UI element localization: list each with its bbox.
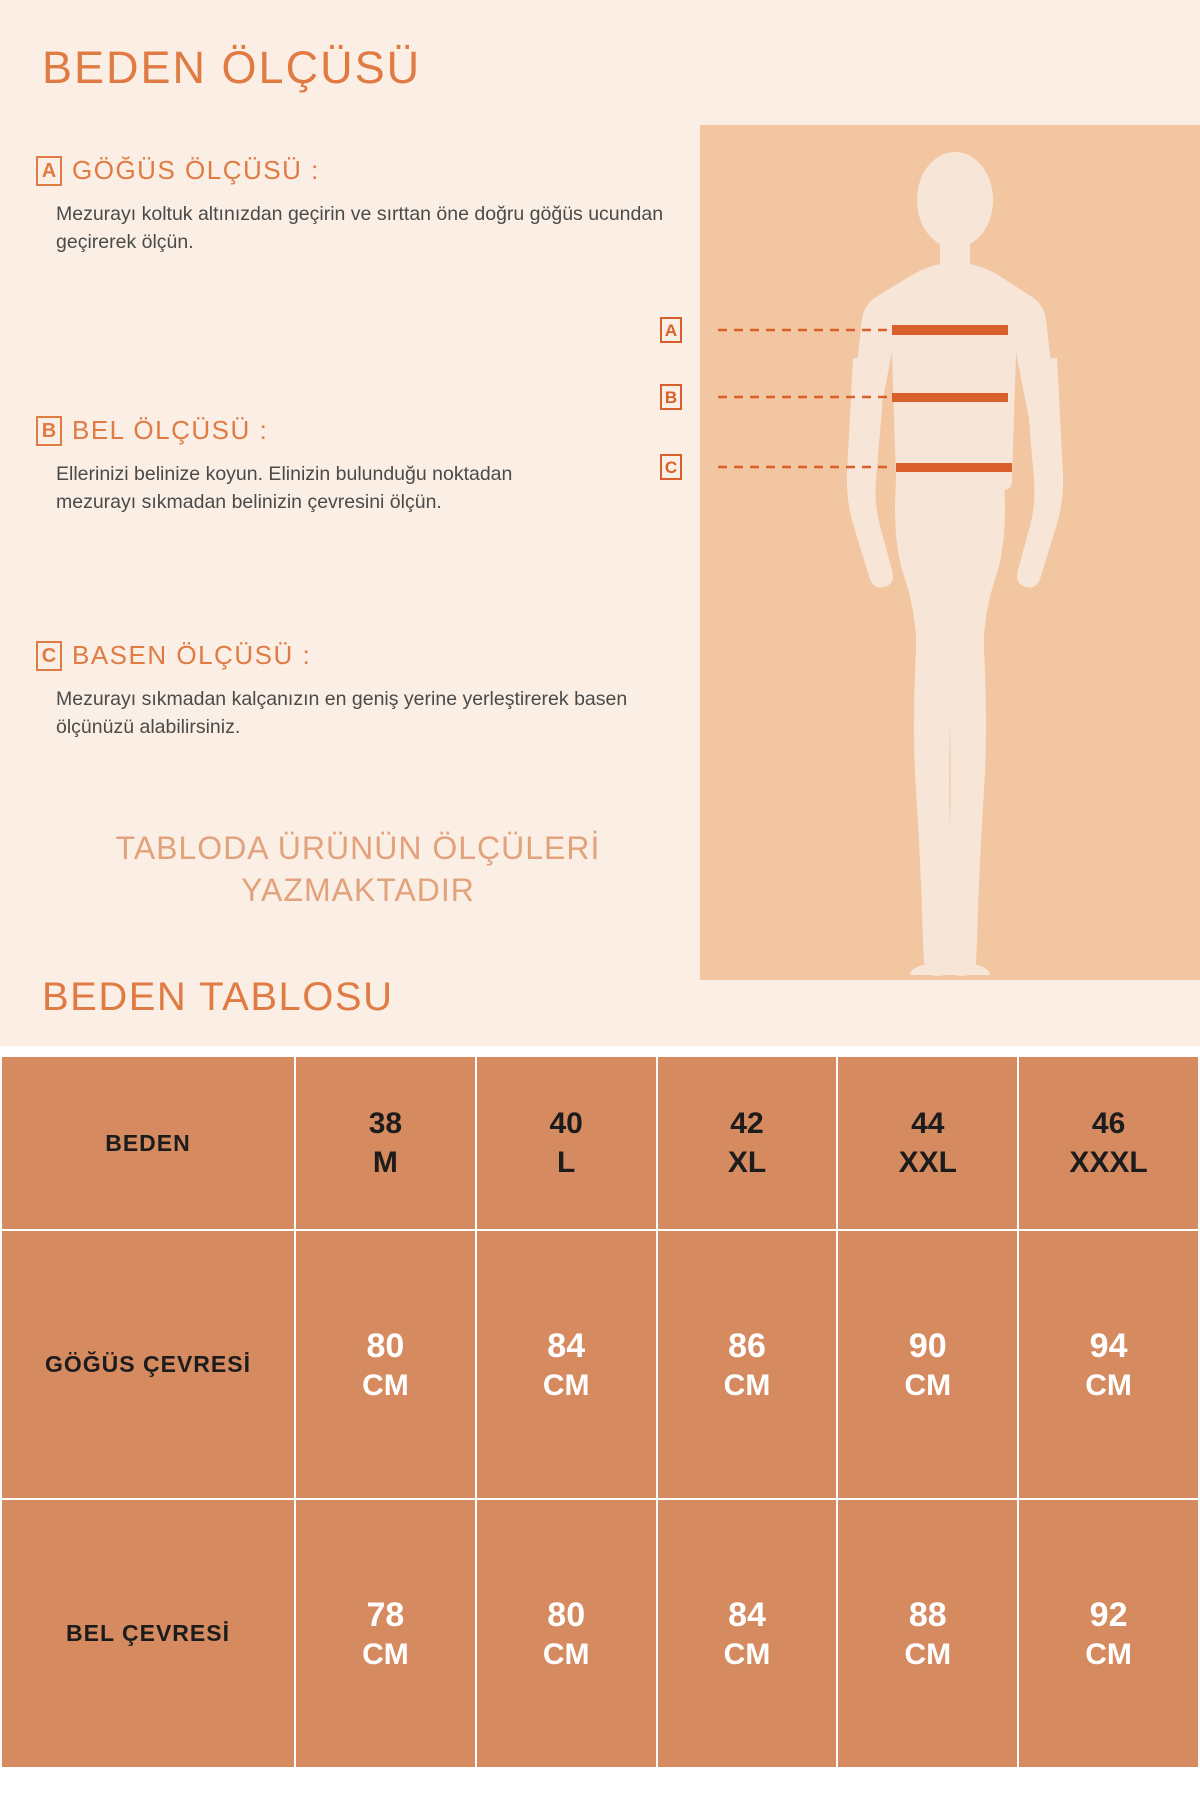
cell-unit: CM (723, 1369, 771, 1402)
page-title: BEDEN ÖLÇÜSÜ (42, 42, 422, 93)
cell-value: 80 (366, 1326, 405, 1365)
table-row (1, 1499, 1199, 1768)
cell-value: 84 (547, 1326, 586, 1365)
cell-gogus-44 (837, 1230, 1018, 1499)
size-letter: XXXL (1069, 1146, 1148, 1179)
section-body-basen: Mezurayı sıkmadan kalçanızın en geniş yerine yerleştirerek basen ölçünüzü alabilirsiniz. (56, 688, 628, 739)
size-number: 38 (368, 1107, 403, 1140)
section-title-basen: BASEN ÖLÇÜSÜ : (72, 640, 312, 670)
cell-unit: CM (1085, 1369, 1132, 1402)
size-letter: L (557, 1146, 576, 1179)
section-bel (36, 415, 676, 517)
cell-unit: CM (904, 1638, 952, 1671)
table-header-size-4 (1018, 1056, 1199, 1230)
cell-value: 90 (908, 1326, 947, 1365)
table-title: BEDEN TABLOSU (42, 975, 394, 1019)
size-number: 42 (730, 1107, 764, 1140)
section-title-bel: BEL ÖLÇÜSÜ : (72, 415, 269, 445)
cell-unit: CM (542, 1369, 590, 1402)
size-letter: XXL (898, 1146, 957, 1179)
cell-value: 88 (908, 1595, 947, 1634)
cell-value: 78 (366, 1595, 405, 1634)
size-table (0, 1055, 1200, 1769)
size-number: 44 (911, 1107, 945, 1140)
table-row (1, 1230, 1199, 1499)
female-silhouette-icon (700, 125, 1200, 980)
cell-bel-42 (657, 1499, 838, 1768)
cell-value: 86 (728, 1326, 766, 1365)
cell-bel-40 (476, 1499, 657, 1768)
cell-gogus-46 (1018, 1230, 1199, 1499)
badge-c-icon: C (36, 641, 62, 671)
product-measurement-note: TABLODA ÜRÜNÜN ÖLÇÜLERİ YAZMAKTADIR (115, 830, 601, 908)
table-header-row (1, 1056, 1199, 1230)
size-letter: M (372, 1146, 398, 1179)
badge-a-icon: A (36, 156, 62, 186)
table-header-beden: BEDEN (1, 1056, 295, 1230)
cell-value: 80 (547, 1595, 586, 1634)
cell-bel-38 (295, 1499, 476, 1768)
marker-a-icon: A (660, 317, 682, 343)
section-gogus (36, 155, 676, 257)
row-label-gogus-cevresi: GÖĞÜS ÇEVRESİ (1, 1230, 295, 1499)
marker-c-icon: C (660, 454, 682, 480)
body-figure (664, 125, 1200, 980)
section-title-gogus: GÖĞÜS ÖLÇÜSÜ : (72, 155, 320, 185)
section-body-gogus: Mezurayı koltuk altınızdan geçirin ve sırttan öne doğru göğüs ucundan geçirerek ölçün. (56, 203, 664, 254)
cell-gogus-40 (476, 1230, 657, 1499)
badge-b-icon: B (36, 416, 62, 446)
cell-bel-46 (1018, 1499, 1199, 1768)
marker-b-icon: B (660, 384, 682, 410)
cell-gogus-38 (295, 1230, 476, 1499)
cell-gogus-42 (657, 1230, 838, 1499)
cell-unit: CM (362, 1638, 409, 1671)
section-body-bel: Ellerinizi belinize koyun. Elinizin bulunduğu noktadan mezurayı sıkmadan belinizin çevresini ölçün. (56, 463, 513, 514)
cell-unit: CM (723, 1638, 771, 1671)
cell-value: 92 (1089, 1595, 1128, 1634)
table-header-size-3 (837, 1056, 1018, 1230)
cell-value: 94 (1089, 1326, 1128, 1365)
cell-unit: CM (362, 1369, 409, 1402)
cell-bel-44 (837, 1499, 1018, 1768)
cell-unit: CM (542, 1638, 590, 1671)
section-basen (36, 640, 676, 742)
section-header (36, 640, 676, 671)
section-header (36, 415, 676, 446)
cell-unit: CM (1085, 1638, 1132, 1671)
size-number: 46 (1091, 1107, 1126, 1140)
table-header-size-1 (476, 1056, 657, 1230)
cell-value: 84 (728, 1595, 766, 1634)
row-label-bel-cevresi: BEL ÇEVRESİ (1, 1499, 295, 1768)
section-header (36, 155, 676, 186)
cell-unit: CM (904, 1369, 952, 1402)
size-letter: XL (727, 1146, 767, 1179)
table-header-size-0 (295, 1056, 476, 1230)
table-header-size-2 (657, 1056, 838, 1230)
size-number: 40 (549, 1107, 583, 1140)
